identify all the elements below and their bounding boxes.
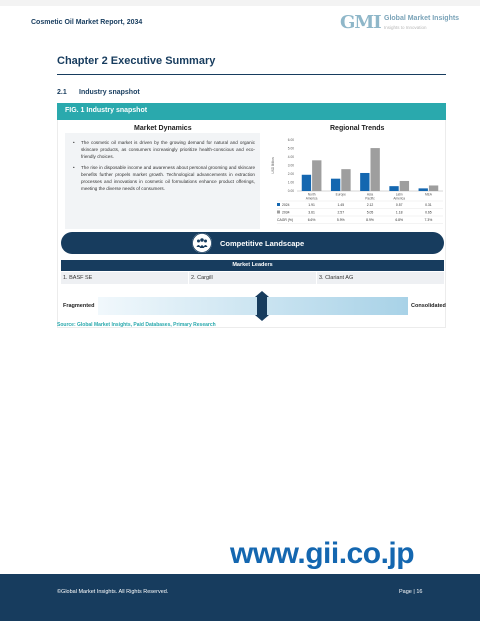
table-value: 0.31 <box>425 203 432 207</box>
x-tick-label: Europe <box>335 192 346 197</box>
table-row-label: 2034 <box>282 210 290 215</box>
people-group-icon <box>192 233 212 253</box>
gmi-logo <box>340 12 470 36</box>
table-value: 2.12 <box>366 203 374 207</box>
x-tick-label: Pacific <box>365 196 375 201</box>
section-number: 2.1 <box>57 89 67 96</box>
market-leaders-header <box>61 260 444 271</box>
table-value: 6.8% <box>395 218 404 222</box>
bar-2034 <box>371 148 380 191</box>
y-tick-label: 2.00 <box>287 172 294 176</box>
bar-2034 <box>312 160 321 191</box>
x-tick-label: MEA <box>424 192 432 197</box>
figure-title: FIG. 1 Industry snapshot <box>65 107 148 114</box>
bar-2024 <box>419 188 428 191</box>
market-dynamics-bullet: • The cosmetic oil market is driven by the growing demand for natural and organic skincare products, as consumers increasingly prioritize health-conscious and eco-friendly choices. <box>73 139 255 161</box>
source-note: Source: Global Market Insights, Paid Databases, Primary Research <box>57 322 216 328</box>
table-value: 5.9% <box>336 218 345 222</box>
regional-trends-chart <box>265 133 445 230</box>
table-value: 0.65 <box>425 210 432 215</box>
logo-mark: GMI <box>340 12 381 33</box>
fragmented-label: Fragmented <box>63 303 95 309</box>
table-value: 0.57 <box>395 203 403 207</box>
section-heading <box>57 89 140 96</box>
market-dynamics-bullet: • The rise in disposable income and awareness about personal grooming and skincare benefits further propels market growth. Technological advancements in extraction processes and innovations in cosmetic oil formulations enhance product offerings, meeting the diverse needs of consumers. <box>73 164 255 193</box>
footer-copyright: ©Global Market Insights. All Rights Reserved. <box>57 589 169 595</box>
bar-2034 <box>400 181 409 191</box>
legend-swatch <box>277 203 280 206</box>
y-tick-label: 0.00 <box>287 189 294 193</box>
report-title: Cosmetic Oil Market Report, 2034 <box>31 19 143 26</box>
bar-2024 <box>360 173 369 191</box>
bar-2024 <box>302 175 311 191</box>
market-dynamics-title: Market Dynamics <box>134 125 192 132</box>
table-value: 1.45 <box>337 203 345 207</box>
header-rule <box>0 0 480 6</box>
table-value: 7.3% <box>424 218 433 222</box>
figure-title-bar <box>57 103 446 120</box>
table-value: 5.05 <box>366 210 374 215</box>
table-value: 8.9% <box>366 218 374 222</box>
table-value: 6.6% <box>307 218 316 222</box>
y-tick-label: 6.00 <box>287 138 294 142</box>
table-value: 3.61 <box>308 210 315 215</box>
market-leaders-title: Market Leaders <box>232 262 273 268</box>
table-row-label: CAGR (%) <box>277 218 294 222</box>
bar-2034 <box>341 169 350 191</box>
consolidated-label: Consolidated <box>411 303 446 309</box>
table-value: 1.91 <box>308 203 315 207</box>
y-tick-label: 1.00 <box>287 180 294 185</box>
legend-swatch <box>277 211 280 214</box>
bar-2034 <box>429 185 438 191</box>
market-dynamics-list <box>73 139 255 195</box>
table-value: 2.57 <box>337 210 345 215</box>
regional-trends-title: Regional Trends <box>330 125 385 132</box>
competitive-landscape-bar <box>61 232 444 254</box>
table-value: 1.18 <box>395 210 403 215</box>
y-tick-label: 5.00 <box>287 146 294 151</box>
concentration-scale-bar <box>98 297 408 315</box>
table-row-label: 2024 <box>282 203 290 207</box>
x-tick-label: Latin <box>395 192 403 197</box>
logo-name: Global Market Insights <box>384 15 460 22</box>
x-tick-label: Asia <box>366 192 374 197</box>
y-tick-label: 3.00 <box>287 163 294 168</box>
market-leader-1: 1. BASF SE <box>61 272 188 284</box>
logo-tagline: Insights to Innovation <box>384 25 427 30</box>
competitive-landscape-title: Competitive Landscape <box>220 239 305 248</box>
chapter-title: Chapter 2 Executive Summary <box>57 55 216 67</box>
x-tick-label: America <box>305 196 318 201</box>
section-title: Industry snapshot <box>79 89 140 96</box>
concentration-marker-icon <box>255 291 269 321</box>
y-tick-label: 4.00 <box>287 155 294 159</box>
x-tick-label: America <box>393 196 406 201</box>
chapter-divider <box>57 74 446 75</box>
market-leader-2: 2. Cargill <box>189 272 316 284</box>
market-leader-3: 3. Clariant AG <box>317 272 444 284</box>
bar-2024 <box>389 186 398 191</box>
x-tick-label: North <box>307 192 316 197</box>
market-dynamics-panel <box>65 133 260 229</box>
footer-page-number: Page | 16 <box>399 589 423 595</box>
bar-2024 <box>331 179 340 191</box>
y-axis-label: USD Billion <box>271 157 275 174</box>
page-footer <box>0 574 480 621</box>
market-leaders-row <box>61 272 444 284</box>
watermark-text: www.gii.co.jp <box>230 537 415 570</box>
